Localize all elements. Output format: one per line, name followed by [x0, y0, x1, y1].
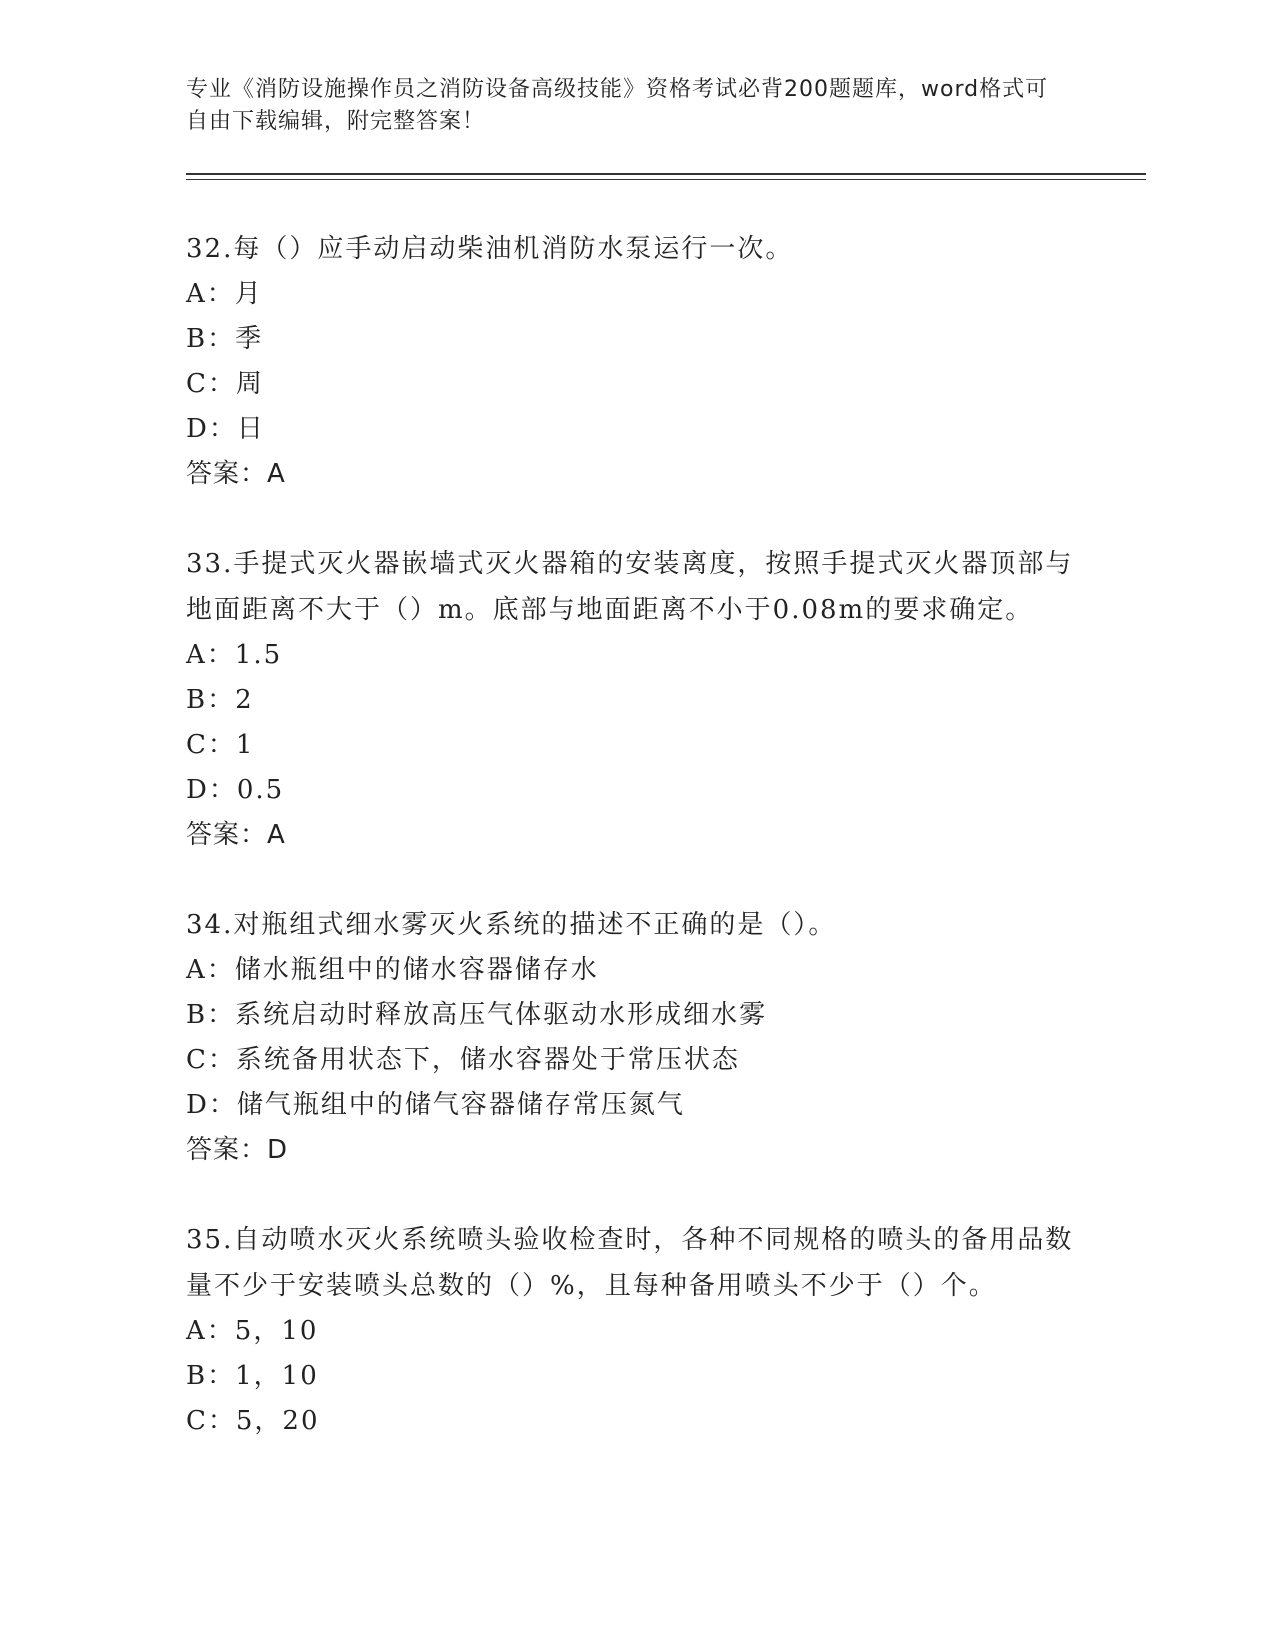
- option-b: B：系统启动时释放高压气体驱动水形成细水雾: [186, 1000, 768, 1030]
- answer-line: [186, 452, 1086, 497]
- answer-label: 答案：: [186, 820, 268, 850]
- answer-value: A: [267, 459, 286, 489]
- question-32: [186, 226, 1086, 497]
- option-c: C：系统备用状态下，储水容器处于常压状态: [186, 1045, 740, 1075]
- option-b: B：1，10: [186, 1361, 319, 1391]
- answer-line: [186, 813, 1086, 858]
- question-35: [186, 1217, 1086, 1444]
- question-list: [186, 226, 1086, 1488]
- option-a: A：月: [186, 279, 263, 309]
- option-d: D：日: [186, 414, 265, 444]
- question-stem: 35.自动喷水灭火系统喷头验收检查时，各种不同规格的喷头的备用品数量不少于安装喷头总数的（）%，且每种备用喷头不少于（）个。: [186, 1225, 1074, 1301]
- option-b: B：季: [186, 324, 264, 354]
- answer-label: 答案：: [186, 1135, 268, 1165]
- question-stem: 33.手提式灭火器嵌墙式灭火器箱的安装离度，按照手提式灭火器顶部与地面距离不大于（）m。底部与地面距离不小于0.08m的要求确定。: [186, 549, 1074, 625]
- header-rule-top: [186, 173, 1146, 175]
- option-c: C：5，20: [186, 1406, 320, 1436]
- option-a: A：5，10: [186, 1316, 319, 1346]
- option-d: D：0.5: [186, 775, 285, 805]
- question-33: [186, 541, 1086, 858]
- question-34: [186, 902, 1086, 1173]
- option-a: A：储水瓶组中的储水容器储存水: [186, 955, 599, 985]
- answer-line: [186, 1128, 1086, 1173]
- option-b: B：2: [186, 685, 254, 715]
- answer-value: A: [267, 820, 286, 850]
- option-c: C：周: [186, 369, 264, 399]
- option-c: C：1: [186, 730, 255, 760]
- header-rule-bottom: [186, 179, 1146, 180]
- question-stem: 32.每（）应手动启动柴油机消防水泵运行一次。: [186, 234, 794, 264]
- answer-label: 答案：: [186, 459, 268, 489]
- document-header: 专业《消防设施操作员之消防设备高级技能》资格考试必背200题题库，word格式可自由下载编辑，附完整答案！: [186, 77, 1049, 134]
- option-a: A：1.5: [186, 640, 283, 670]
- answer-value: D: [267, 1135, 289, 1165]
- option-d: D：储气瓶组中的储气容器储存常压氮气: [186, 1090, 685, 1120]
- question-stem: 34.对瓶组式细水雾灭火系统的描述不正确的是（）。: [186, 910, 837, 940]
